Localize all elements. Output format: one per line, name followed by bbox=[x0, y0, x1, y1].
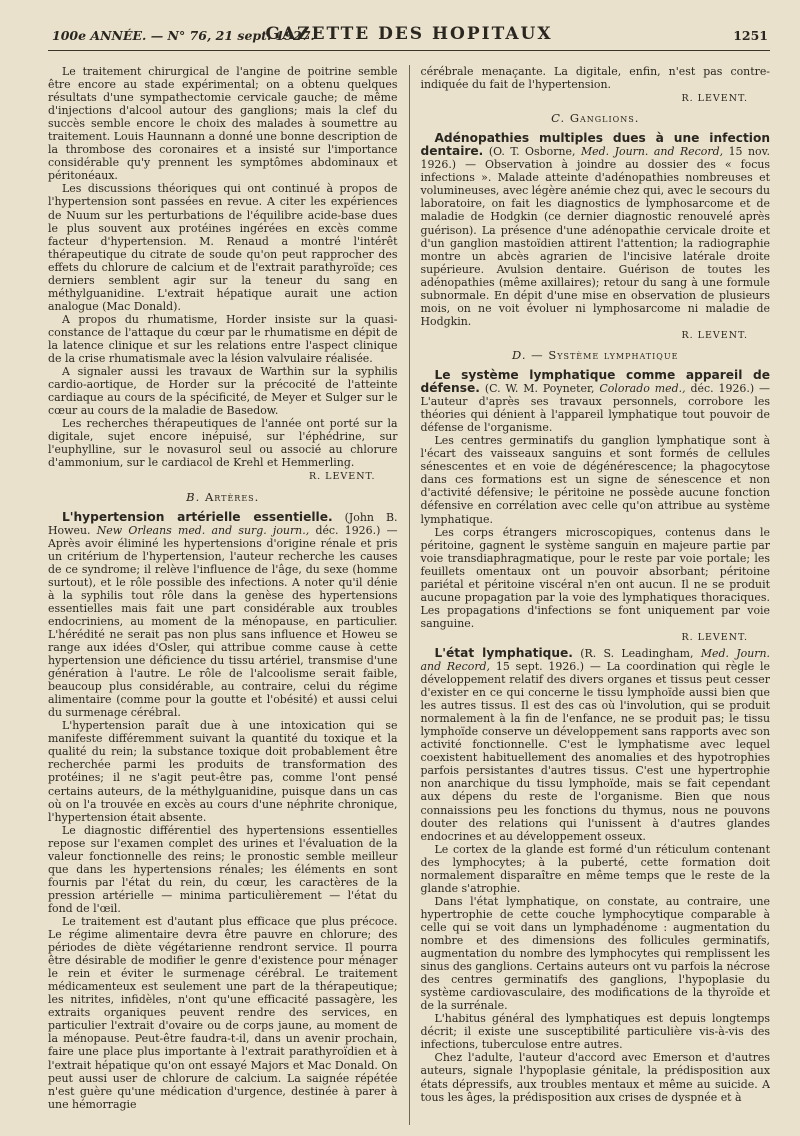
paragraph: Chez l'adulte, l'auteur d'accord avec Emerson et d'autres auteurs, signale l'hypoplasie génitale, la prédisposition aux états dépressifs, aux troubles mentaux et même au suicide. A tous les âges, la prédisposition aux crises de dyspnée et à bbox=[420, 1051, 770, 1104]
author-signature: R. LEVENT. bbox=[681, 631, 748, 643]
article-body: déc. 1926.) — Après avoir éliminé les hypertensions d'origine rénale et pris un critérium de l'hypertension, l'auteur recherche les causes de ce syndrome; il relève l'influence de l'âge, du sexe (homme surtout), et le rôle possible des infections. A noter qu'il dénie à la syphilis tout rôle dans la genèse des hypertensions essentielles mais fait une part considérable aux troubles endocriniens, au moment de la ménopause, en particulier. L'hérédité ne serait pas non plus sans influence et Howeu se range aux idées d'Osler, qui attribue comme cause à cette hypertension une déficience du tissu artériel, transmise d'une génération à l'autre. Le rôle de l'alcoolisme serait faible, beaucoup plus considérable, au contraire, celui du régime alimentaire (comme pour la goutte et l'obésité) et aussi celui du surmenage cérébral. bbox=[48, 523, 398, 720]
article-systeme-lymphatique bbox=[421, 369, 771, 434]
paragraph: Le cortex de la glande est formé d'un réticulum contenant des lymphocytes; à la puberté, cette formation doit normalement disparaître en même temps que le reste de la glande s'atrophie. bbox=[420, 842, 770, 895]
article-source: Med. Journ. and Record, bbox=[580, 145, 724, 159]
section-letter: D. bbox=[512, 347, 527, 362]
paragraph: L'habitus général des lymphatiques est depuis longtemps décrit; il existe une susceptibilité particulière vis-à-vis des infections, tuberculose entre autres. bbox=[420, 1012, 770, 1052]
section-name: Artères. bbox=[204, 489, 260, 504]
article-source: New Orleans med. and surg. journ., bbox=[96, 523, 310, 537]
article-author: (R. S. Leadingham, bbox=[580, 646, 694, 660]
paragraph: Les recherches thérapeutiques de l'année ont porté sur la digitale, sujet encore inépuisé, sur l'éphédrine, sur l'euphylline, sur le novasurol seul ou associé au chlorure d'ammonium, sur le cardiacol de Krehl et Hemmerling. bbox=[48, 417, 398, 470]
section-letter: B. bbox=[186, 489, 201, 504]
article-hypertension bbox=[48, 511, 398, 720]
section-heading-lymphatique bbox=[421, 349, 771, 362]
section-name: Ganglions. bbox=[569, 111, 640, 126]
article-source: Colorado med., bbox=[599, 382, 686, 396]
section-letter: C. bbox=[551, 111, 566, 126]
paragraph: Dans l'état lymphatique, on constate, au contraire, une hypertrophie de cette couche lymphocytique comparable à celle qui se voit dans un lymphadénome : augmentation du nombre et des dimensions des follicules germinatifs, augmentation du nombre des lymphocytes qui remplissent les sinus des ganglions. Certains auteurs ont vu parfois la nécrose des centres germinatifs des ganglions, l'hypoplasie du système cardiovasculaire, des modifications de la thyroïde et de la surrénale. bbox=[420, 894, 770, 1013]
left-column bbox=[48, 65, 410, 1125]
author-signature: R. LEVENT. bbox=[681, 329, 748, 341]
article-title: L'hypertension artérielle essentielle. bbox=[62, 509, 333, 524]
article-etat-lymphatique bbox=[421, 647, 771, 843]
section-heading-ganglions bbox=[421, 112, 771, 125]
article-body: déc. 1926.) — L'auteur d'après ses travaux personnels, corrobore les théories qui dénient à l'appareil lymphatique tout pouvoir de défense de l'organisme. bbox=[420, 382, 770, 435]
page-number: 1251 bbox=[733, 28, 768, 43]
paragraph: Le traitement est d'autant plus efficace que plus précoce. Le régime alimentaire devra être pauvre en chlorure; des périodes de diète végétarienne rendront service. Il pourra être désirable de modifier le genre d'existence pour ménager le rein et éviter le surmenage cérébral. Le traitement médicamenteux est seulement une part de la thérapeutique; les nitrites, infidèles, n'ont qu'une efficacité passagère, les extraits organiques peuvent rendre des services, en particulier l'extrait d'ovaire ou de corps jaune, au moment de la ménopause. Peut-être faudra-t-il, dans un avenir prochain, faire une place plus importante à l'extrait parathyroïdien et à l'extrait hépatique qu'on ont essayé Majors et Mac Donald. On peut aussi user de chlorure de calcium. La saignée répétée n'est guère qu'une médication d'urgence, destinée à parer à une hémorragie bbox=[48, 915, 398, 1111]
paragraph: A propos du rhumatisme, Horder insiste sur la quasi-constance de l'attaque du cœur par le rhumatisme en dépit de la latence clinique et sur les relations entre l'aspect clinique de la crise rhumatismale avec la lésion valvulaire réalisée. bbox=[48, 312, 398, 366]
paragraph: Les discussions théoriques qui ont continué à propos de l'hypertension sont passées en revue. A citer les expériences de Nuum sur les perturbations de l'équilibre acide-base dues le plus souvent aux protéines ingérées en excès comme facteur d'hypertension. M. Renaud a montré l'intérêt thérapeutique du citrate de soude qu'on peut rapprocher des effets du chlorure de calcium et de l'extrait parathyroïde; ces derniers semblent agir sur la teneur du sang en méthylguanidine. L'extrait hépatique aurait une action analogue (Mac Donald). bbox=[48, 182, 398, 313]
paragraph: A signaler aussi les travaux de Warthin sur la syphilis cardio-aortique, de Horder sur la précocité de l'atteinte cardiaque au cours de la spécificité, de Meyer et Sulger sur le cœur au cours de la maladie de Basedow. bbox=[48, 365, 398, 418]
paragraph: Les centres germinatifs du ganglion lymphatique sont à l'écart des vaisseaux sanguins et sont formés de cellules sénescentes et en voie de dégénérescence; la phagocytose dans ces formations est un signe de sénescence et non d'activité défensive; le péritoine ne possède aucune fonction défensive en corrélation avec celle qu'on attribue au système lymphatique. bbox=[420, 434, 770, 526]
paragraph: Le diagnostic différentiel des hypertensions essentielles repose sur l'examen complet des urines et l'évaluation de la valeur fonctionnelle des reins; le pronostic semble meilleur que dans les hypertensions rénales; les éléments en sont fournis par l'état du rein, du cœur, les caractères de la pression artérielle — minima particulièrement — l'état du fond de l'œil. bbox=[48, 823, 398, 915]
article-author: (O. T. Osborne, bbox=[488, 145, 576, 159]
article-author: (C. W. M. Poyneter, bbox=[484, 382, 595, 396]
journal-title: GAZETTE DES HOPITAUX bbox=[265, 24, 553, 44]
right-column bbox=[410, 65, 771, 1125]
article-body: 15 sept. 1926.) — La coordination qui règle le développement relatif des divers organes et tissus peut cesser d'exister en ce qui concerne le tissu lymphoïde aussi bien que les autres tissus. Il est des cas où l'involution, qui se produit normalement à la fin de l'enfance, ne se produit pas; le tissu lymphoïde conserve un développement sans rapports avec son activité fonctionnelle. C'est le lymphatisme avec lequel coexistent habituellement des anomalies et des hypotrophies parfois persistantes d'autres tissus. C'est une hypertrophie non anarchique du tissu lymphoïde, mais se fait cependant aux dépens du reste de l'organisme. Bien que nous connaissions peu les fonctions du thymus, nous ne pouvons douter des relations qui l'unissent à d'autres glandes endocrines et au développement osseux. bbox=[420, 660, 770, 843]
paragraph: Le traitement chirurgical de l'angine de poitrine semble être encore au stade expérimental; on a obtenu quelques résultats d'une sympathectomie cervicale gauche; de même d'injections d'alcool autour des ganglions; mais la clef du succès semble encore le choix des malades à soumettre au traitement. Louis Haunnann a donné une bonne description de la thrombose des coronaires et a insisté sur l'importance considérable qu'y prennent les symptômes abdominaux et péritonéaux. bbox=[48, 65, 398, 183]
article-source: Med. Journ. and Record, bbox=[420, 646, 770, 674]
article-title: Le système lymphatique comme appareil de défense. bbox=[420, 367, 770, 396]
article-title: Adénopathies multiples dues à une infection dentaire. bbox=[420, 131, 770, 159]
paragraph: L'hypertension paraît due à une intoxication qui se manifeste différemment suivant la quantité du toxique et la qualité du rein; la substance toxique doit probablement être recherchée parmi les produits de transformation des protéines; il ne s'agit peut-être pas, comme l'ont pensé certains auteurs, de la méthylguanidine, puisque dans un cas où on l'a trouvée en excès au cours d'une néphrite chronique, l'hypertension était absente. bbox=[48, 719, 398, 824]
paragraph: Les corps étrangers microscopiques, contenus dans le péritoine, gagnent le système sanguin en majeure partie par voie transdiaphragmatique, pour le reste par voie portale; les feuillets omentaux ont un pouvoir absorbant; péritoine pariétal et péritoine viscéral n'en ont aucun. Il ne se produit aucune propagation par la voie des lymphatiques thoraciques. Les propagations d'infections se font uniquement par voie sanguine. bbox=[420, 525, 770, 630]
section-name: — Système lymphatique bbox=[531, 347, 679, 362]
page-header bbox=[48, 24, 770, 51]
article-columns bbox=[48, 65, 770, 1125]
author-signature: R. LEVENT. bbox=[681, 93, 748, 105]
issue-info: 100e ANNÉE. — N° 76, 21 sept. 1927. bbox=[52, 28, 315, 43]
article-author: (John B. Howeu. bbox=[48, 510, 398, 537]
article-adenopathies bbox=[421, 132, 771, 328]
article-body: 15 nov. 1926.) — Observation à joindre au dossier des « focus infections ». Malade atteinte d'adénopathies nombreuses et volumineuses, avec légère anémie chez qui, avec le secours du laboratoire, on fait les diagnostics de lymphosarcome et de maladie de Hodgkin (ce dernier diagnostic renouvelé après guérison). La présence d'une adénopathie cervicale droite et d'un ganglion mastoïdien attirent l'attention; la radiographie montre un abcès agrarien de l'incisive latérale droite supérieure. Avulsion dentaire. Guérison de toutes les adénopathies (même axillaires); retour du sang à une formule subnormale. En dépit d'une mise en observation de plusieurs mois, on ne voit évoluer ni lymphosarcome ni maladie de Hodgkin. bbox=[420, 145, 770, 328]
article-title: L'état lymphatique. bbox=[434, 645, 573, 660]
author-signature: R. LEVENT. bbox=[308, 471, 376, 483]
paragraph: cérébrale menaçante. La digitale, enfin, n'est pas contre-indiquée du fait de l'hypertension. bbox=[420, 65, 770, 92]
section-heading-arteres bbox=[48, 491, 398, 504]
